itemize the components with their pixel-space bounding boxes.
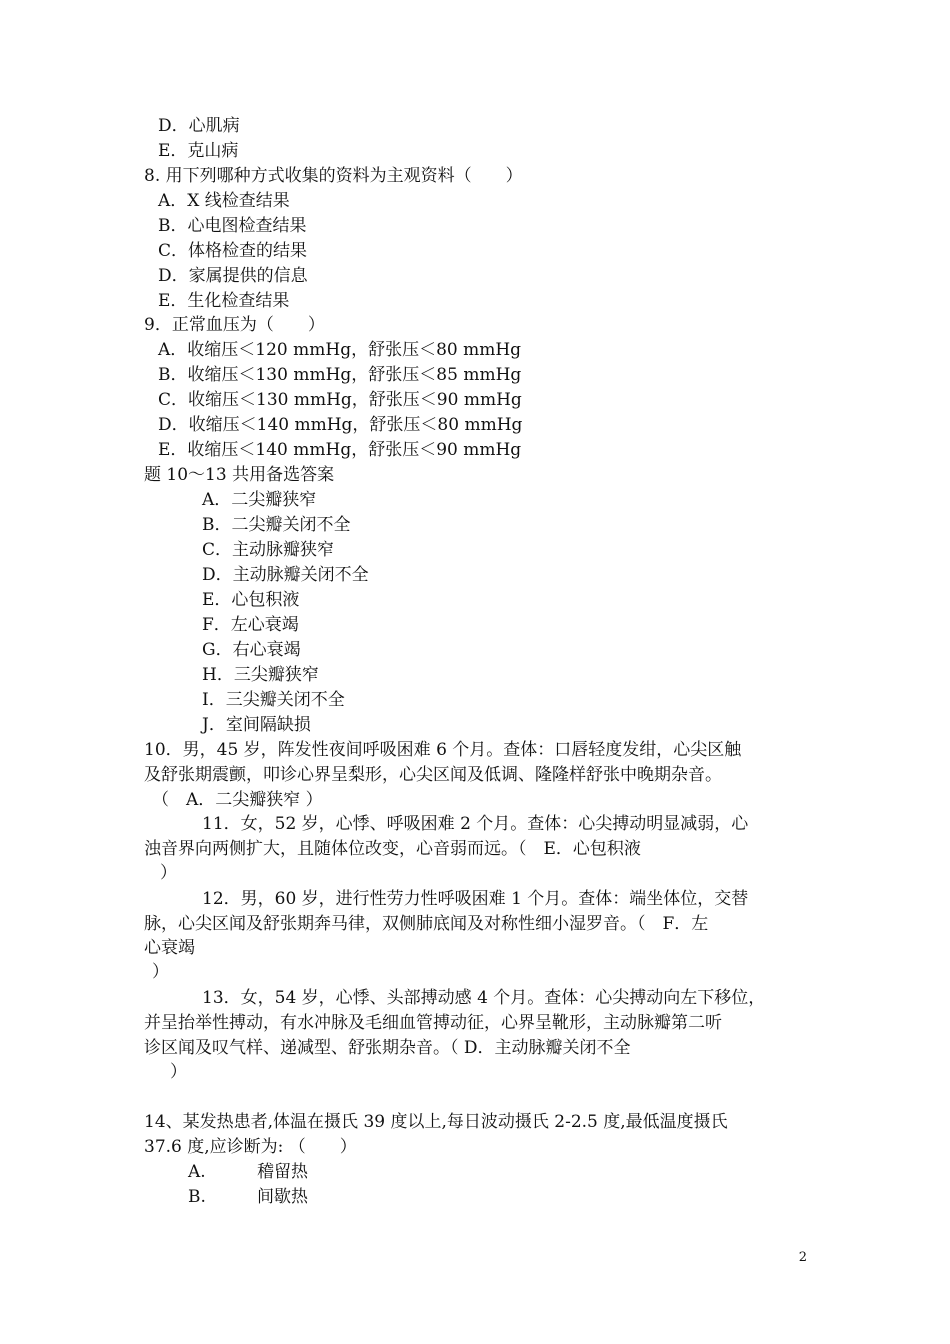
option-7-e: E．克山病 — [158, 141, 239, 161]
option-9-c: C．收缩压＜130 mmHg，舒张压＜90 mmHg — [158, 390, 522, 410]
question-11-line-1: 11．女，52 岁，心悸、呼吸困难 2 个月。查体：心尖搏动明显减弱，心 — [202, 814, 749, 834]
question-14-line-2: 37.6 度,应诊断为: （ ） — [144, 1137, 357, 1157]
question-14-line-1: 14、某发热患者,体温在摄氏 39 度以上,每日波动摄氏 2-2.5 度,最低温度摄氏 — [144, 1112, 728, 1132]
shared-option-d: D．主动脉瓣关闭不全 — [202, 565, 369, 585]
shared-option-g: G．右心衰竭 — [202, 640, 301, 660]
question-12-line-3: 心衰竭 — [144, 938, 195, 958]
question-9: 9．正常血压为（ ） — [144, 315, 325, 335]
question-13-line-1: 13．女，54 岁，心悸、头部搏动感 4 个月。查体：心尖搏动向左下移位， — [202, 988, 766, 1008]
option-8-c: C．体格检查的结果 — [158, 241, 308, 261]
shared-option-h: H．三尖瓣狭窄 — [202, 665, 319, 685]
option-14-b-text: 间歇热 — [257, 1187, 308, 1207]
shared-option-e: E．心包积液 — [202, 590, 300, 610]
question-12-line-1: 12．男，60 岁，进行性劳力性呼吸困难 1 个月。查体：端坐体位，交替 — [202, 889, 749, 909]
option-9-d: D．收缩压＜140 mmHg，舒张压＜80 mmHg — [158, 415, 523, 435]
question-10-line-2: 及舒张期震颤，叩诊心界呈梨形，心尖区闻及低调、隆隆样舒张中晚期杂音。 — [144, 765, 722, 785]
option-9-e: E．收缩压＜140 mmHg，舒张压＜90 mmHg — [158, 440, 522, 460]
option-9-a: A．收缩压＜120 mmHg，舒张压＜80 mmHg — [158, 340, 522, 360]
option-14-a-letter: A. — [188, 1162, 206, 1182]
question-11-close: ） — [160, 863, 177, 883]
question-11-line-2: 浊音界向两侧扩大，且随体位改变，心音弱而远。（ E．心包积液 — [144, 839, 641, 859]
shared-option-a: A．二尖瓣狭窄 — [202, 490, 317, 510]
shared-option-b: B．二尖瓣关闭不全 — [202, 515, 351, 535]
option-7-d: D．心肌病 — [158, 116, 240, 136]
page-number: 2 — [798, 1250, 807, 1265]
question-13-close: ） — [170, 1062, 187, 1082]
question-10-line-1: 10．男，45 岁，阵发性夜间呼吸困难 6 个月。查体：口唇轻度发绀，心尖区触 — [144, 740, 742, 760]
question-13-line-3: 诊区闻及叹气样、递减型、舒张期杂音。（ D．主动脉瓣关闭不全 — [144, 1038, 631, 1058]
shared-option-j: J．室间隔缺损 — [202, 715, 311, 735]
option-8-b: B．心电图检查结果 — [158, 216, 307, 236]
option-14-a-text: 稽留热 — [257, 1162, 308, 1182]
option-8-d: D．家属提供的信息 — [158, 266, 308, 286]
option-9-b: B．收缩压＜130 mmHg，舒张压＜85 mmHg — [158, 365, 522, 385]
question-12-close: ） — [152, 962, 169, 982]
shared-option-i: I．三尖瓣关闭不全 — [202, 690, 345, 710]
shared-answers-heading: 题 10～13 共用备选答案 — [144, 465, 335, 485]
shared-option-f: F．左心衰竭 — [202, 615, 299, 635]
option-8-e: E．生化检查结果 — [158, 291, 290, 311]
question-8: 8. 用下列哪种方式收集的资料为主观资料（ ） — [144, 166, 523, 186]
question-13-line-2: 并呈抬举性搏动，有水冲脉及毛细血管搏动征，心界呈靴形，主动脉瓣第二听 — [144, 1013, 722, 1033]
option-14-b-letter: B. — [188, 1187, 206, 1207]
shared-option-c: C．主动脉瓣狭窄 — [202, 540, 335, 560]
question-12-line-2: 脉，心尖区闻及舒张期奔马律，双侧肺底闻及对称性细小湿罗音。（ F．左 — [144, 914, 709, 934]
question-10-answer: （ A．二尖瓣狭窄 ） — [152, 790, 323, 810]
option-8-a: A．X 线检查结果 — [158, 191, 290, 211]
